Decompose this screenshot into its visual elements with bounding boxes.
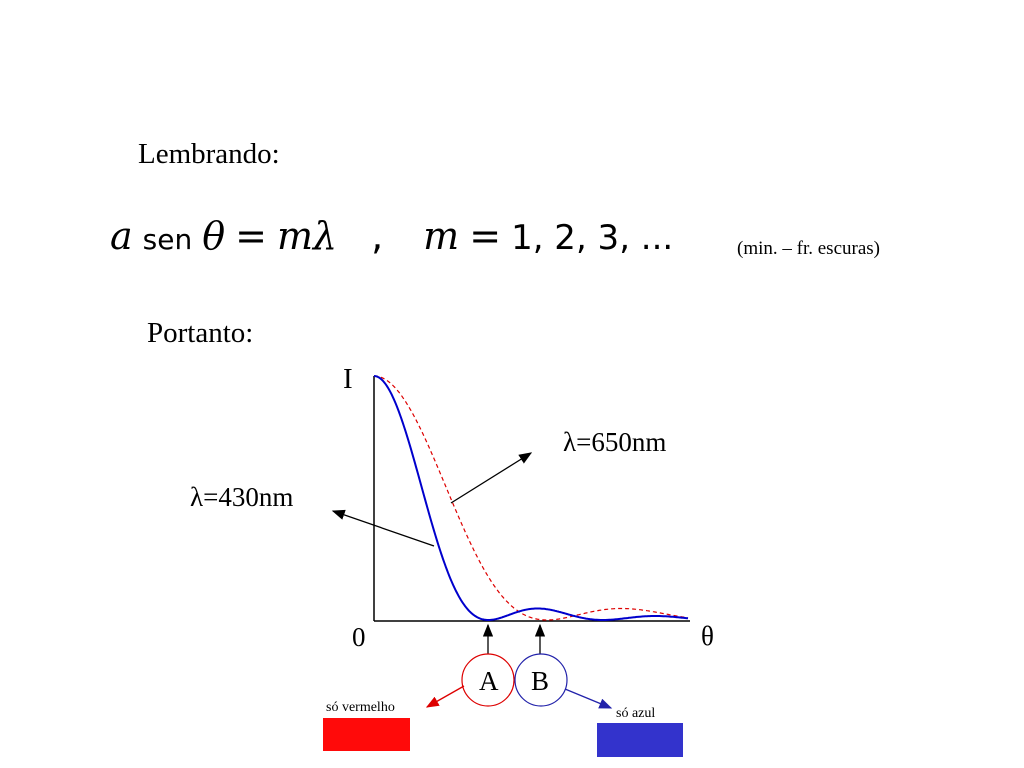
marker-b-label: B — [531, 666, 550, 696]
formula-a: a — [110, 214, 133, 258]
formula-values: 1, 2, 3, ... — [511, 218, 674, 258]
formula-m-lambda: mλ — [276, 214, 338, 258]
formula-note: (min. – fr. escuras) — [737, 238, 880, 259]
formula-sen: sen — [142, 223, 193, 256]
curve-650nm — [374, 376, 688, 620]
label-650nm: λ=650nm — [563, 427, 667, 457]
arrow-to-blue-box — [565, 689, 611, 708]
arrow-to-red-box — [427, 686, 464, 707]
arrow-650nm — [451, 453, 531, 503]
label-430nm: λ=430nm — [190, 482, 294, 512]
x-axis-label: θ — [701, 621, 714, 651]
heading-therefore: Portanto: — [147, 317, 254, 349]
formula-theta: θ — [202, 214, 226, 258]
y-axis-label: I — [343, 363, 353, 395]
curve-430nm — [374, 376, 688, 620]
formula-equals-2: = — [469, 214, 502, 258]
blue-color-box — [597, 723, 683, 757]
red-color-box — [323, 718, 410, 751]
caption-only-blue: só azul — [616, 706, 656, 721]
heading-remembering: Lembrando: — [138, 138, 280, 170]
formula-m: m — [423, 214, 460, 258]
arrow-430nm — [333, 511, 434, 546]
formula-comma: , — [371, 214, 384, 258]
marker-a-label: A — [479, 666, 499, 696]
formula-equals: = — [235, 214, 267, 258]
origin-label: 0 — [352, 622, 366, 652]
caption-only-red: só vermelho — [326, 700, 395, 715]
